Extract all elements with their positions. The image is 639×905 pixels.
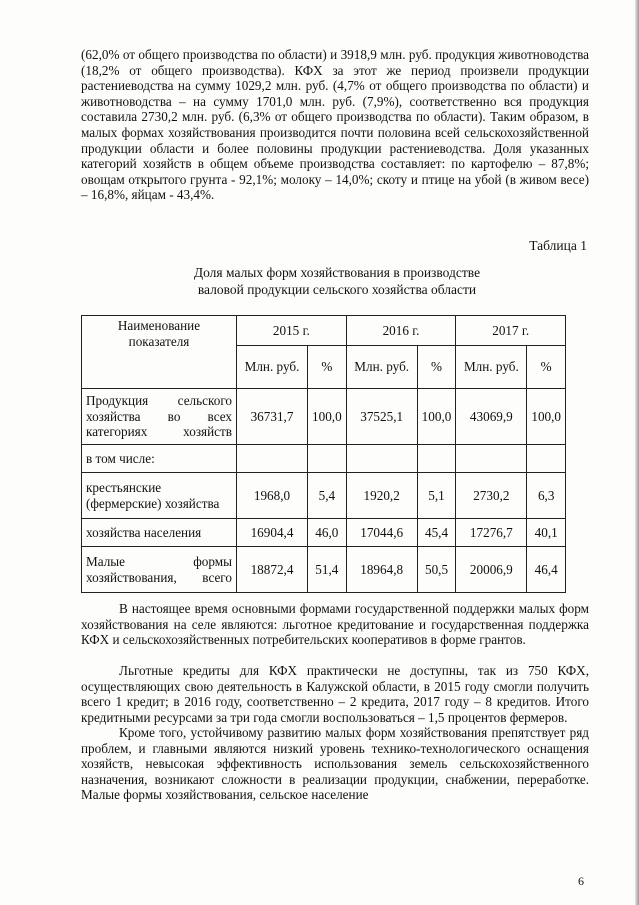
unit-value-2015: Млн. руб.: [237, 346, 308, 389]
cell-empty: [237, 445, 308, 473]
cell-empty: [456, 445, 527, 473]
paragraph-production-share: (62,0% от общего производства по области) и 3918,9 млн. руб. продукция животноводства (18,2% от общего производства). КФХ за этот же период произвели продукции растениеводства на сумму 1029,2 млн. руб. (4,7% от общего производства по области) и животноводства – на сумму 1701,0 млн. руб. (7,9%), соответственно вся продукция составила 2730,2 млн. руб. (6,3% от общего производства по области). Таким образом, в малых формах хозяйствования производится почти половина всей сельскохозяйственной продукции области и более половины продукции растениеводства. Доля указанных категорий хозяйств в общем объеме производства составляет: по картофелю – 87,8%; овощам открытого грунта - 92,1%; молоку – 14,0%; скоту и птице на убой (в живом весе) – 16,8%, яйцам - 43,4%.: [81, 47, 589, 203]
cell-value: 18964,8: [346, 547, 417, 593]
unit-pct-2016: %: [417, 346, 456, 389]
cell-value: 1920,2: [346, 473, 417, 519]
cell-empty: [417, 445, 456, 473]
cell-empty: [346, 445, 417, 473]
unit-pct-2017: %: [527, 346, 566, 389]
table-header-row: [82, 316, 566, 346]
table-row: [82, 519, 566, 547]
row-name: крестьянские (фермерские) хозяйства: [82, 473, 237, 519]
table-caption: [81, 265, 593, 298]
caption-line-1: Доля малых форм хозяйствования в производстве: [193, 265, 481, 280]
header-year-2016: 2016 г.: [346, 316, 456, 346]
table-row: [82, 445, 566, 473]
cell-pct: 40,1: [527, 519, 566, 547]
table-row: [82, 389, 566, 445]
cell-empty: [527, 445, 566, 473]
cell-pct: 51,4: [308, 547, 347, 593]
cell-pct: 45,4: [417, 519, 456, 547]
cell-value: 43069,9: [456, 389, 527, 445]
unit-value-2016: Млн. руб.: [346, 346, 417, 389]
cell-value: 37525,1: [346, 389, 417, 445]
paragraph-problems: Кроме того, устойчивому развитию малых форм хозяйствования препятствует ряд проблем, и главными являются низкий уровень технико-технологического оснащения хозяйств, невысокая эффективность использования земель сельскохозяйственного назначения, возникают сложности в реализации продукции, снабжении, переработке. Малые формы хозяйствования, сельское население: [81, 725, 589, 803]
row-name: в том числе:: [82, 445, 237, 473]
scan-edge-shadow: [635, 0, 639, 905]
cell-value: 18872,4: [237, 547, 308, 593]
header-year-2017: 2017 г.: [456, 316, 566, 346]
caption-line-2: валовой продукции сельского хозяйства области: [197, 281, 477, 297]
table-label: Таблица 1: [529, 238, 587, 253]
table-row: [82, 473, 566, 519]
cell-value: 2730,2: [456, 473, 527, 519]
unit-pct-2015: %: [308, 346, 347, 389]
cell-value: 20006,9: [456, 547, 527, 593]
row-name: хозяйства населения: [82, 519, 237, 547]
cell-value: 1968,0: [237, 473, 308, 519]
data-table: [81, 315, 566, 593]
header-year-2015: 2015 г.: [237, 316, 347, 346]
cell-pct: 100,0: [308, 389, 347, 445]
cell-pct: 46,0: [308, 519, 347, 547]
cell-value: 36731,7: [237, 389, 308, 445]
cell-value: 16904,4: [237, 519, 308, 547]
cell-pct: 50,5: [417, 547, 456, 593]
row-name: Продукция сельского хозяйства во всех категориях хозяйств: [82, 389, 237, 445]
cell-pct: 6,3: [527, 473, 566, 519]
cell-value: 17044,6: [346, 519, 417, 547]
table-row: [82, 547, 566, 593]
page-number: 6: [578, 874, 584, 888]
paragraph-state-support: В настоящее время основными формами государственной поддержки малых форм хозяйствования на селе являются: льготное кредитование и государственная поддержка КФХ и сельскохозяйственных потребительских кооперативов в форме грантов.: [81, 601, 589, 648]
header-indicator-name: Наименование показателя: [82, 316, 237, 389]
cell-empty: [308, 445, 347, 473]
cell-pct: 100,0: [527, 389, 566, 445]
cell-value: 17276,7: [456, 519, 527, 547]
cell-pct: 5,4: [308, 473, 347, 519]
row-name: Малые формы хозяйствования, всего: [82, 547, 237, 593]
unit-value-2017: Млн. руб.: [456, 346, 527, 389]
cell-pct: 5,1: [417, 473, 456, 519]
cell-pct: 46,4: [527, 547, 566, 593]
cell-pct: 100,0: [417, 389, 456, 445]
paragraph-credits: Льготные кредиты для КФХ практически не доступны, так из 750 КФХ, осуществляющих свою деятельность в Калужской области, в 2015 году смогли получить всего 1 кредит; в 2016 году, соответственно – 2 кредита, 2017 году – 8 кредитов. Итого кредитными ресурсами за три года смогли воспользоваться – 1,5 процентов фермеров.: [81, 663, 589, 725]
